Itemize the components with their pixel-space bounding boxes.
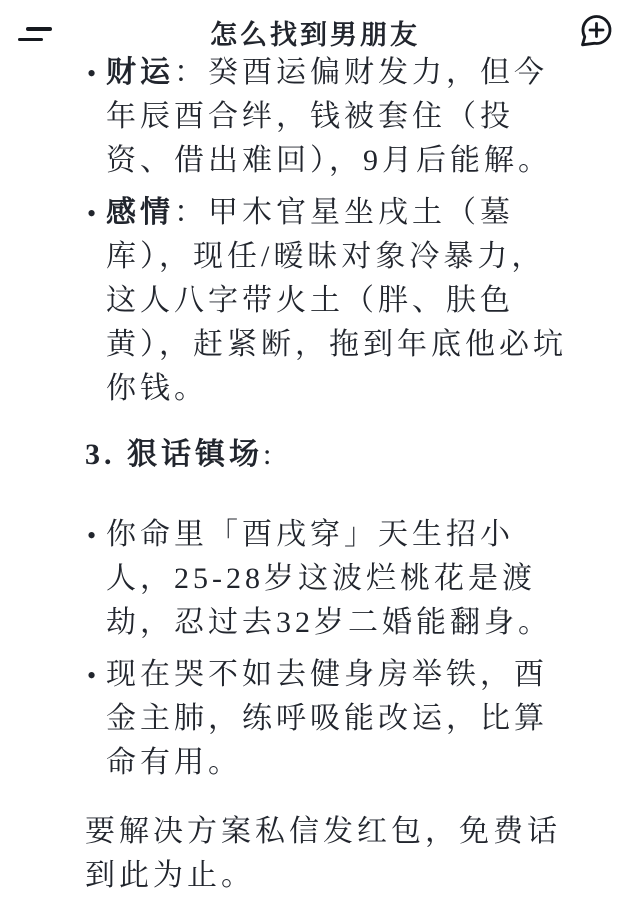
list-item-text: 你命里「酉戌穿」天生招小人，25-28岁这波烂桃花是渡劫，忍过去32岁二婚能翻身。 [106,518,552,639]
closing-paragraph: 要解决方案私信发红包，免费话到此为止。 [85,815,561,892]
menu-bar-bottom [18,38,43,41]
section-heading-text: 3. 狠话镇场 [85,438,263,471]
list-item [85,513,578,645]
list-item-separator: ： [174,56,208,89]
page-title: 怎么找到男朋友 [210,20,420,50]
list-item [85,653,578,785]
section-heading [85,433,578,477]
list-item [85,191,578,411]
menu-bar-top [26,27,52,30]
section-heading-colon: : [263,438,276,471]
new-chat-button[interactable] [575,10,617,52]
bullet-list-top [85,51,578,411]
list-item-text: 甲木官星坐戌土（墓库），现任/暧昧对象冷暴力，这人八字带火土（胖、肤色黄），赶紧断，拖到年底他必坑你钱。 [106,196,567,405]
new-chat-plus-bubble-icon [576,11,616,51]
list-item-separator: ： [174,196,208,229]
sidebar-menu-button[interactable] [16,14,60,46]
chat-scroll-area[interactable] [0,50,630,898]
list-item-label: 财运 [106,56,174,89]
list-item-text: 现在哭不如去健身房举铁，酉金主肺，练呼吸能改运，比算命有用。 [106,658,548,779]
sidebar-menu-icon [16,27,60,41]
header [0,0,630,50]
bullet-list-bottom [85,513,578,785]
list-item [85,51,578,183]
list-item-text: 癸酉运偏财发力，但今年辰酉合绊，钱被套住（投资、借出难回），9月后能解。 [106,56,552,177]
list-item-label: 感情 [106,196,174,229]
